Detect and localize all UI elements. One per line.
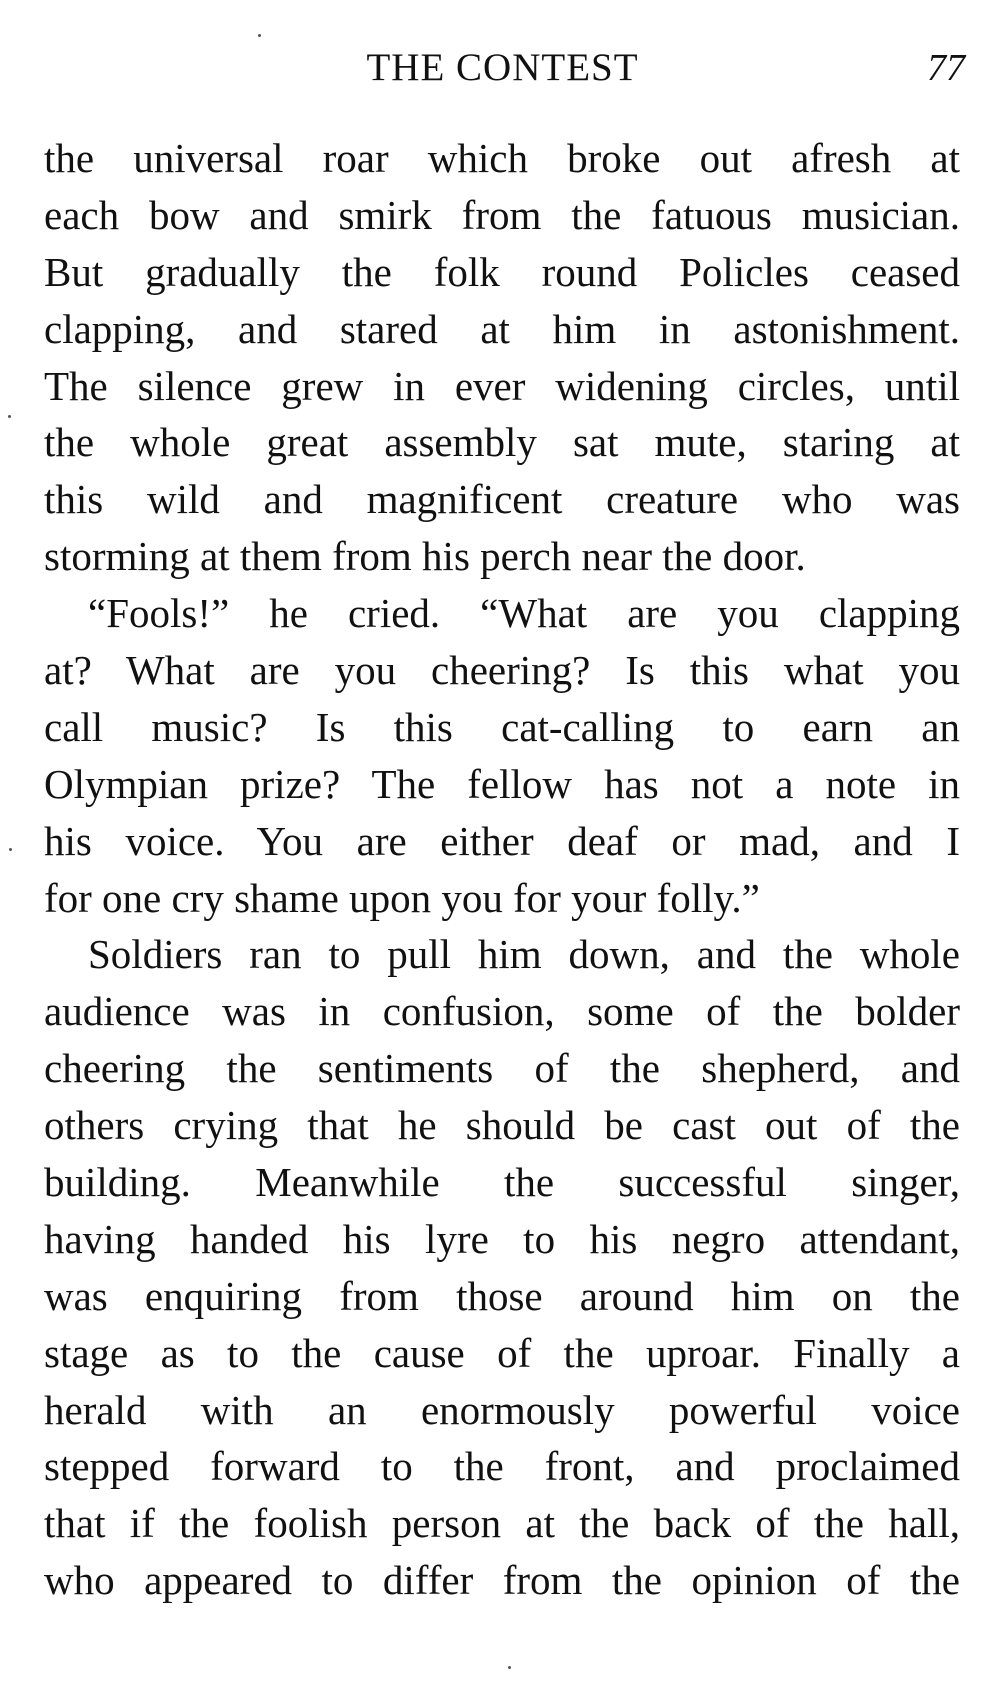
text-line: the whole great assembly sat mute, staring at (44, 419, 960, 466)
text-line: his voice. You are either deaf or mad, and I (44, 817, 960, 864)
text-line: Soldiers ran to pull him down, and the whole (88, 931, 960, 978)
scan-speck (508, 1666, 511, 1669)
text-line: storming at them from his perch near the door. (44, 533, 806, 580)
text-line: stepped forward to the front, and proclaimed (44, 1443, 960, 1490)
text-line: who appeared to differ from the opinion of the (44, 1557, 960, 1604)
text-line: cheering the sentiments of the shepherd, and (44, 1045, 960, 1092)
text-line: each bow and smirk from the fatuous musician. (44, 191, 960, 238)
text-line: the universal roar which broke out afresh at (44, 135, 960, 181)
running-head (40, 40, 965, 96)
text-line: audience was in confusion, some of the bolder (44, 988, 960, 1035)
scan-speck (258, 34, 261, 37)
body-text (44, 130, 960, 1609)
text-line: that if the foolish person at the back of the hall, (44, 1500, 960, 1547)
text-line: this wild and magnificent creature who was (44, 476, 960, 523)
scan-speck (8, 415, 11, 418)
chapter-title: THE CONTEST (366, 46, 639, 89)
page-number: 77 (927, 47, 965, 89)
text-line: The silence grew in ever widening circles, until (44, 362, 960, 409)
text-line: But gradually the folk round Policles ceased (44, 248, 960, 295)
text-line: building. Meanwhile the successful singer, (44, 1159, 960, 1206)
text-line: stage as to the cause of the uproar. Finally a (44, 1329, 960, 1376)
text-line: others crying that he should be cast out of the (44, 1102, 960, 1149)
scan-speck (9, 848, 12, 851)
text-line: for one cry shame upon you for your folly.” (44, 874, 760, 921)
text-line: having handed his lyre to his negro attendant, (44, 1215, 960, 1262)
text-line: Olympian prize? The fellow has not a note in (44, 760, 960, 807)
text-line: clapping, and stared at him in astonishment. (44, 305, 960, 352)
text-line: call music? Is this cat-calling to earn an (44, 703, 960, 750)
text-line: at? What are you cheering? Is this what you (44, 647, 960, 694)
text-line: “Fools!” he cried. “What are you clapping (88, 590, 960, 637)
text-line: herald with an enormously powerful voice (44, 1386, 960, 1433)
text-line: was enquiring from those around him on the (44, 1272, 960, 1319)
